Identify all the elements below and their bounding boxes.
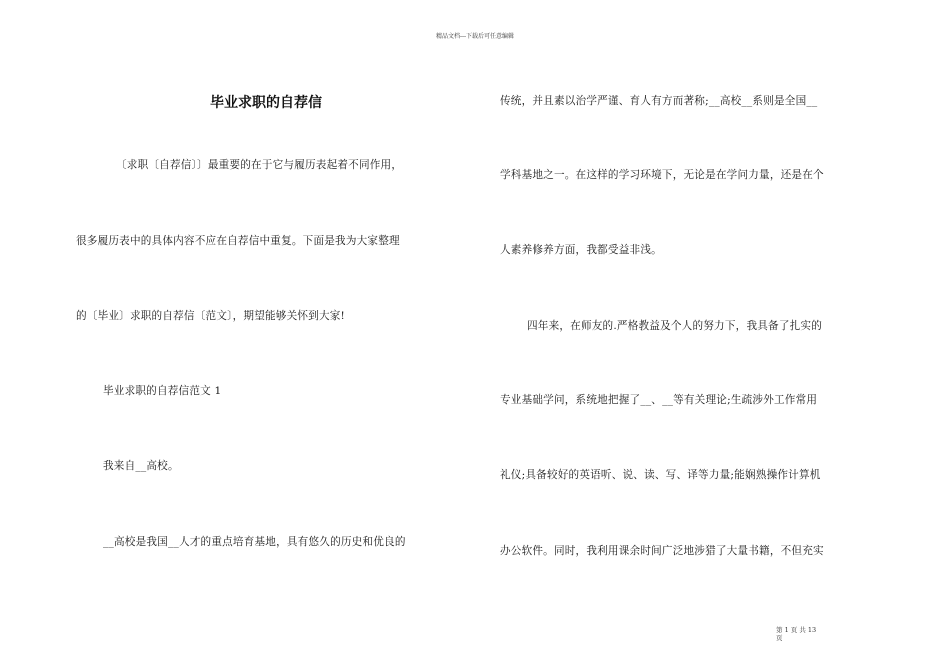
page-number: 第 1 页 共 13 [776, 626, 817, 634]
page-number-suffix: 页 [776, 634, 783, 642]
right-line-7: 办公软件。同时，我利用课余时间广泛地涉猎了大量书籍，不但充实 [500, 545, 824, 557]
left-line-1: 〔求职〔自荐信〕〕最重要的在于它与履历表起着不同作用， [116, 159, 403, 171]
right-line-1: 传统，并且素以治学严谨、育人有方而著称;__高校__系则是全国__ [500, 95, 818, 107]
right-line-6: 礼仪;具备较好的英语听、说、读、写、译等力量;能娴熟操作计算机 [500, 469, 821, 481]
right-line-2: 学科基地之一。在这样的学习环境下，无论是在学问力量，还是在个 [500, 169, 824, 181]
page-header: 精品文档---下载后可任意编辑 [435, 33, 515, 40]
right-line-4: 四年来，在师友的.严格教益及个人的努力下，我具备了扎实的 [527, 320, 822, 332]
left-line-5: 我来自__高校。 [103, 460, 179, 472]
page-footer [776, 626, 846, 642]
left-line-3: 的〔毕业〕求职的自荐信〔范文〕，期望能够关怀到大家! [76, 310, 345, 322]
left-line-6: __高校是我国__人才的重点培育基地，具有悠久的历史和优良的 [103, 536, 406, 548]
left-line-2: 很多履历表中的具体内容不应在自荐信中重复。下面是我为大家整理 [76, 235, 400, 247]
right-line-5: 专业基础学问，系统地把握了__、__等有关理论;生疏涉外工作常用 [500, 394, 818, 406]
left-line-4: 毕业求职的自荐信范文 1 [103, 385, 222, 397]
right-line-3: 人素养修养方面，我都受益非浅。 [500, 244, 662, 256]
document-title: 毕业求职的自荐信 [210, 95, 322, 111]
